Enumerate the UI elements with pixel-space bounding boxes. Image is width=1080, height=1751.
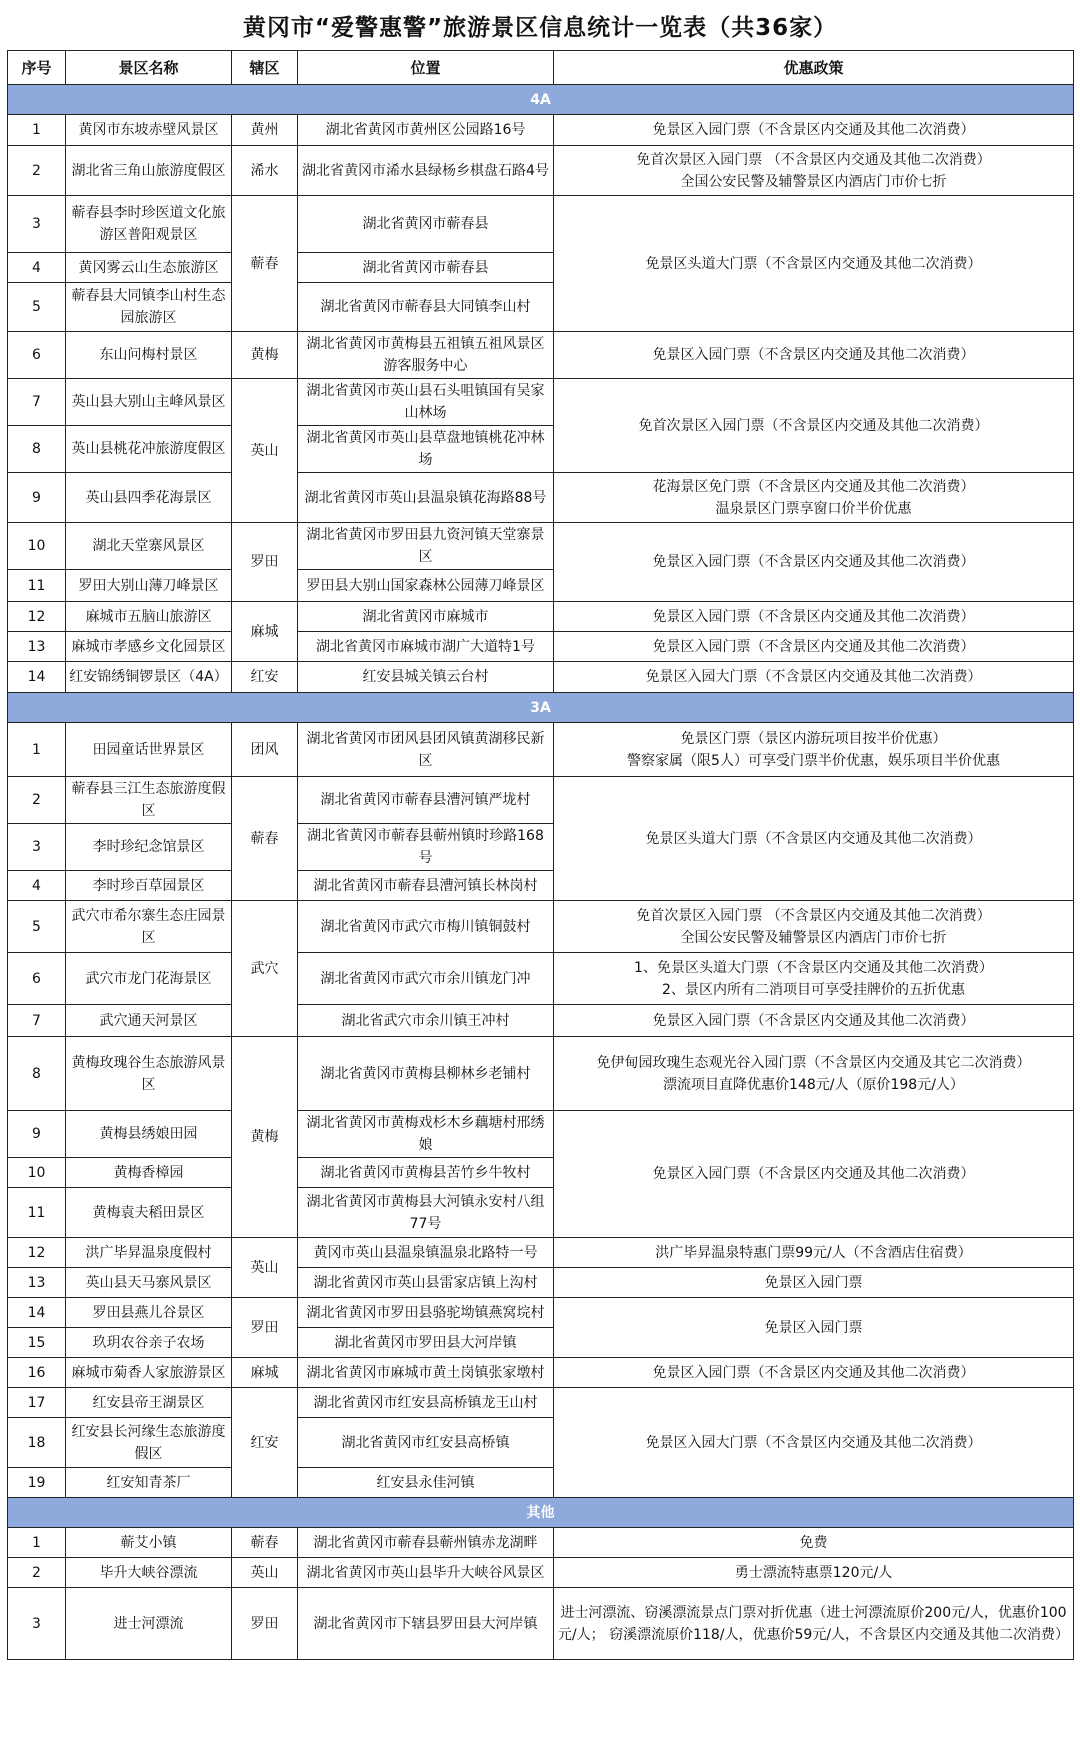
table-cell: 黄梅玫瑰谷生态旅游风景区	[66, 1037, 232, 1111]
table-row	[8, 632, 1074, 662]
table-cell: 免首次景区入园门票（不含景区内交通及其他二次消费）	[554, 379, 1074, 473]
table-row	[8, 953, 1074, 1005]
table-cell: 毕升大峡谷漂流	[66, 1558, 232, 1588]
table-cell: 黄冈市东坡赤壁风景区	[66, 115, 232, 146]
index-cell: 9	[8, 1111, 66, 1158]
table-cell: 湖北省黄冈市麻城市	[298, 602, 554, 632]
section-row	[8, 85, 1074, 115]
table-cell: 免景区入园门票	[554, 1268, 1074, 1298]
table-row	[8, 1298, 1074, 1328]
table-cell: 免景区头道大门票（不含景区内交通及其他二次消费）	[554, 196, 1074, 332]
table-cell: 罗田县燕儿谷景区	[66, 1298, 232, 1328]
table-cell: 湖北天堂寨风景区	[66, 523, 232, 570]
table-row	[8, 1111, 1074, 1158]
table-cell: 湖北省黄冈市蕲春县大同镇李山村	[298, 283, 554, 332]
table-cell: 免景区门票（景区内游玩项目按半价优惠） 警察家属（限5人）可享受门票半价优惠，娱乐项目半价优惠	[554, 723, 1074, 777]
scenic-spots-table	[7, 50, 1074, 1660]
table-cell: 红安锦绣铜锣景区（4A）	[66, 662, 232, 693]
table-row	[8, 473, 1074, 523]
table-row	[8, 723, 1074, 777]
index-cell: 1	[8, 1528, 66, 1558]
table-row	[8, 901, 1074, 953]
section-label: 3A	[8, 693, 1074, 723]
table-row	[8, 196, 1074, 253]
table-cell: 湖北省黄冈市蕲春县蕲州镇时珍路168号	[298, 824, 554, 871]
header-spot-name: 景区名称	[66, 51, 232, 85]
index-cell: 7	[8, 379, 66, 426]
index-cell: 4	[8, 253, 66, 283]
index-cell: 17	[8, 1388, 66, 1418]
table-cell: 田园童话世界景区	[66, 723, 232, 777]
index-cell: 2	[8, 146, 66, 196]
table-cell: 免景区入园门票	[554, 1298, 1074, 1358]
table-cell: 湖北省黄冈市黄梅县柳林乡老铺村	[298, 1037, 554, 1111]
index-cell: 11	[8, 1188, 66, 1238]
table-cell: 湖北省黄冈市英山县石头咀镇国有吴家山林场	[298, 379, 554, 426]
index-cell: 2	[8, 777, 66, 824]
table-cell: 湖北省黄冈市蕲春县漕河镇严垅村	[298, 777, 554, 824]
table-cell: 湖北省黄冈市蕲春县	[298, 253, 554, 283]
table-row	[8, 115, 1074, 146]
page-title: 黄冈市“爱警惠警”旅游景区信息统计一览表（共36家）	[242, 14, 838, 41]
table-cell: 湖北省黄冈市蕲春县	[298, 196, 554, 253]
table-cell: 英山	[232, 379, 298, 523]
table-cell: 免景区入园门票（不含景区内交通及其他二次消费）	[554, 1005, 1074, 1037]
table-cell: 红安知青茶厂	[66, 1468, 232, 1498]
table-cell: 英山	[232, 1558, 298, 1588]
index-cell: 12	[8, 1238, 66, 1268]
table-row	[8, 1358, 1074, 1388]
table-cell: 免景区入园门票（不含景区内交通及其他二次消费）	[554, 1358, 1074, 1388]
table-cell: 英山县桃花冲旅游度假区	[66, 426, 232, 473]
table-cell: 湖北省黄冈市英山县草盘地镇桃花冲林场	[298, 426, 554, 473]
index-cell: 4	[8, 871, 66, 901]
table-cell: 东山问梅村景区	[66, 332, 232, 379]
index-cell: 14	[8, 662, 66, 693]
table-cell: 湖北省武穴市余川镇王冲村	[298, 1005, 554, 1037]
table-cell: 李时珍纪念馆景区	[66, 824, 232, 871]
table-cell: 武穴市龙门花海景区	[66, 953, 232, 1005]
index-cell: 2	[8, 1558, 66, 1588]
table-cell: 免费	[554, 1528, 1074, 1558]
table-cell: 免景区头道大门票（不含景区内交通及其他二次消费）	[554, 777, 1074, 901]
table-cell: 免景区入园门票（不含景区内交通及其他二次消费）	[554, 115, 1074, 146]
table-cell: 洪广毕昇温泉特惠门票99元/人（不含酒店住宿费）	[554, 1238, 1074, 1268]
index-cell: 3	[8, 824, 66, 871]
section-label: 4A	[8, 85, 1074, 115]
table-cell: 罗田大别山薄刀峰景区	[66, 570, 232, 602]
table-cell: 蕲春县大同镇李山村生态园旅游区	[66, 283, 232, 332]
table-cell: 免景区入园门票（不含景区内交通及其他二次消费）	[554, 332, 1074, 379]
table-cell: 湖北省黄冈市蕲春县漕河镇长林岗村	[298, 871, 554, 901]
table-cell: 1、免景区头道大门票（不含景区内交通及其他二次消费） 2、景区内所有二消项目可享受挂牌价的五折优惠	[554, 953, 1074, 1005]
table-cell: 蕲春县李时珍医道文化旅游区普阳观景区	[66, 196, 232, 253]
header-location: 位置	[298, 51, 554, 85]
index-cell: 6	[8, 953, 66, 1005]
table-cell: 红安县帝王湖景区	[66, 1388, 232, 1418]
table-cell: 罗田	[232, 1588, 298, 1660]
table-cell: 黄梅	[232, 332, 298, 379]
index-cell: 9	[8, 473, 66, 523]
index-cell: 10	[8, 1158, 66, 1188]
table-cell: 湖北省三角山旅游度假区	[66, 146, 232, 196]
table-row	[8, 523, 1074, 570]
table-row	[8, 1268, 1074, 1298]
table-cell: 湖北省黄冈市黄梅县五祖镇五祖风景区游客服务中心	[298, 332, 554, 379]
table-cell: 麻城市孝感乡文化园景区	[66, 632, 232, 662]
table-cell: 红安县永佳河镇	[298, 1468, 554, 1498]
table-cell: 黄冈市英山县温泉镇温泉北路特一号	[298, 1238, 554, 1268]
section-row	[8, 693, 1074, 723]
table-cell: 湖北省黄冈市罗田县骆驼坳镇燕窝垸村	[298, 1298, 554, 1328]
table-cell: 湖北省黄冈市麻城市黄土岗镇张家墩村	[298, 1358, 554, 1388]
table-cell: 免景区入园大门票（不含景区内交通及其他二次消费）	[554, 662, 1074, 693]
table-cell: 英山县大别山主峰风景区	[66, 379, 232, 426]
table-cell: 湖北省黄冈市红安县高桥镇龙王山村	[298, 1388, 554, 1418]
table-cell: 湖北省黄冈市黄梅县苦竹乡牛牧村	[298, 1158, 554, 1188]
table-cell: 麻城	[232, 602, 298, 662]
table-cell: 湖北省黄冈市麻城市湖广大道特1号	[298, 632, 554, 662]
table-cell: 武穴市希尔寨生态庄园景区	[66, 901, 232, 953]
index-cell: 11	[8, 570, 66, 602]
table-cell: 免伊甸园玫瑰生态观光谷入园门票（不含景区内交通及其它二次消费） 漂流项目直降优惠价148元/人（原价198元/人）	[554, 1037, 1074, 1111]
table-cell: 麻城市菊香人家旅游景区	[66, 1358, 232, 1388]
table-cell: 黄梅香樟园	[66, 1158, 232, 1188]
header-index: 序号	[8, 51, 66, 85]
table-cell: 罗田	[232, 523, 298, 602]
table-cell: 英山县四季花海景区	[66, 473, 232, 523]
table-row	[8, 1005, 1074, 1037]
header-policy: 优惠政策	[554, 51, 1074, 85]
table-cell: 团风	[232, 723, 298, 777]
index-cell: 1	[8, 723, 66, 777]
table-row	[8, 662, 1074, 693]
index-cell: 16	[8, 1358, 66, 1388]
table-cell: 麻城市五脑山旅游区	[66, 602, 232, 632]
table-cell: 免景区入园门票（不含景区内交通及其他二次消费）	[554, 632, 1074, 662]
table-cell: 蕲春	[232, 196, 298, 332]
table-row	[8, 1037, 1074, 1111]
table-cell: 黄梅	[232, 1037, 298, 1238]
table-row	[8, 1388, 1074, 1418]
table-cell: 蕲春	[232, 777, 298, 901]
table-row	[8, 1238, 1074, 1268]
table-cell: 勇士漂流特惠票120元/人	[554, 1558, 1074, 1588]
table-cell: 湖北省黄冈市罗田县大河岸镇	[298, 1328, 554, 1358]
index-cell: 5	[8, 283, 66, 332]
table-cell: 罗田	[232, 1298, 298, 1358]
table-cell: 英山县天马寨风景区	[66, 1268, 232, 1298]
table-cell: 蕲春	[232, 1528, 298, 1558]
table-cell: 免首次景区入园门票 （不含景区内交通及其他二次消费） 全国公安民警及辅警景区内酒店门市价七折	[554, 146, 1074, 196]
index-cell: 12	[8, 602, 66, 632]
table-row	[8, 1588, 1074, 1660]
table-cell: 进士河漂流	[66, 1588, 232, 1660]
table-cell: 英山	[232, 1238, 298, 1298]
table-cell: 湖北省黄冈市下辖县罗田县大河岸镇	[298, 1588, 554, 1660]
index-cell: 7	[8, 1005, 66, 1037]
table-cell: 浠水	[232, 146, 298, 196]
table-cell: 武穴	[232, 901, 298, 1037]
table-cell: 湖北省黄冈市武穴市余川镇龙门冲	[298, 953, 554, 1005]
table-cell: 湖北省黄冈市浠水县绿杨乡棋盘石路4号	[298, 146, 554, 196]
table-cell: 红安	[232, 1388, 298, 1498]
table-cell: 免景区入园门票（不含景区内交通及其他二次消费）	[554, 602, 1074, 632]
index-cell: 5	[8, 901, 66, 953]
section-label: 其他	[8, 1498, 1074, 1528]
table-cell: 湖北省黄冈市英山县温泉镇花海路88号	[298, 473, 554, 523]
table-row	[8, 602, 1074, 632]
index-cell: 1	[8, 115, 66, 146]
table-cell: 蕲春县三江生态旅游度假区	[66, 777, 232, 824]
table-cell: 湖北省黄冈市武穴市梅川镇铜鼓村	[298, 901, 554, 953]
table-cell: 黄梅县绣娘田园	[66, 1111, 232, 1158]
index-cell: 13	[8, 632, 66, 662]
index-cell: 6	[8, 332, 66, 379]
table-cell: 罗田县大别山国家森林公园薄刀峰景区	[298, 570, 554, 602]
index-cell: 3	[8, 196, 66, 253]
table-cell: 湖北省黄冈市蕲春县蕲州镇赤龙湖畔	[298, 1528, 554, 1558]
table-cell: 免景区入园大门票（不含景区内交通及其他二次消费）	[554, 1388, 1074, 1498]
table-cell: 麻城	[232, 1358, 298, 1388]
table-cell: 湖北省黄冈市红安县高桥镇	[298, 1418, 554, 1468]
table-cell: 花海景区免门票（不含景区内交通及其他二次消费） 温泉景区门票享窗口价半价优惠	[554, 473, 1074, 523]
table-cell: 洪广毕昇温泉度假村	[66, 1238, 232, 1268]
index-cell: 10	[8, 523, 66, 570]
table-cell: 玖玥农谷亲子农场	[66, 1328, 232, 1358]
table-row	[8, 1528, 1074, 1558]
table-cell: 蕲艾小镇	[66, 1528, 232, 1558]
table-cell: 进士河漂流、窃溪漂流景点门票对折优惠（进士河漂流原价200元/人，优惠价100元/人； 窃溪漂流原价118/人，优惠价59元/人，不含景区内交通及其他二次消费）	[554, 1588, 1074, 1660]
table-cell: 湖北省黄冈市团风县团风镇黄湖移民新区	[298, 723, 554, 777]
table-cell: 黄州	[232, 115, 298, 146]
table-cell: 湖北省黄冈市罗田县九资河镇天堂寨景区	[298, 523, 554, 570]
table-row	[8, 777, 1074, 824]
table-cell: 免景区入园门票（不含景区内交通及其他二次消费）	[554, 1111, 1074, 1238]
index-cell: 18	[8, 1418, 66, 1468]
table-row	[8, 332, 1074, 379]
section-row	[8, 1498, 1074, 1528]
table-cell: 湖北省黄冈市黄梅县大河镇永安村八组77号	[298, 1188, 554, 1238]
table-cell: 红安县长河缘生态旅游度假区	[66, 1418, 232, 1468]
index-cell: 13	[8, 1268, 66, 1298]
table-cell: 免首次景区入园门票 （不含景区内交通及其他二次消费） 全国公安民警及辅警景区内酒店门市价七折	[554, 901, 1074, 953]
table-row	[8, 1558, 1074, 1588]
table-row	[8, 379, 1074, 426]
header-row	[8, 51, 1074, 85]
table-cell: 黄冈雾云山生态旅游区	[66, 253, 232, 283]
table-cell: 武穴通天河景区	[66, 1005, 232, 1037]
table-cell: 免景区入园门票（不含景区内交通及其他二次消费）	[554, 523, 1074, 602]
table-cell: 黄梅袁夫稻田景区	[66, 1188, 232, 1238]
index-cell: 14	[8, 1298, 66, 1328]
table-cell: 红安	[232, 662, 298, 693]
header-district: 辖区	[232, 51, 298, 85]
index-cell: 3	[8, 1588, 66, 1660]
table-cell: 红安县城关镇云台村	[298, 662, 554, 693]
table-row	[8, 146, 1074, 196]
table-cell: 湖北省黄冈市英山县毕升大峡谷风景区	[298, 1558, 554, 1588]
table-cell: 湖北省黄冈市黄州区公园路16号	[298, 115, 554, 146]
table-cell: 李时珍百草园景区	[66, 871, 232, 901]
table-cell: 湖北省黄冈市英山县雷家店镇上沟村	[298, 1268, 554, 1298]
index-cell: 8	[8, 426, 66, 473]
index-cell: 8	[8, 1037, 66, 1111]
index-cell: 15	[8, 1328, 66, 1358]
table-cell: 湖北省黄冈市黄梅戏杉木乡藕塘村邢绣娘	[298, 1111, 554, 1158]
index-cell: 19	[8, 1468, 66, 1498]
